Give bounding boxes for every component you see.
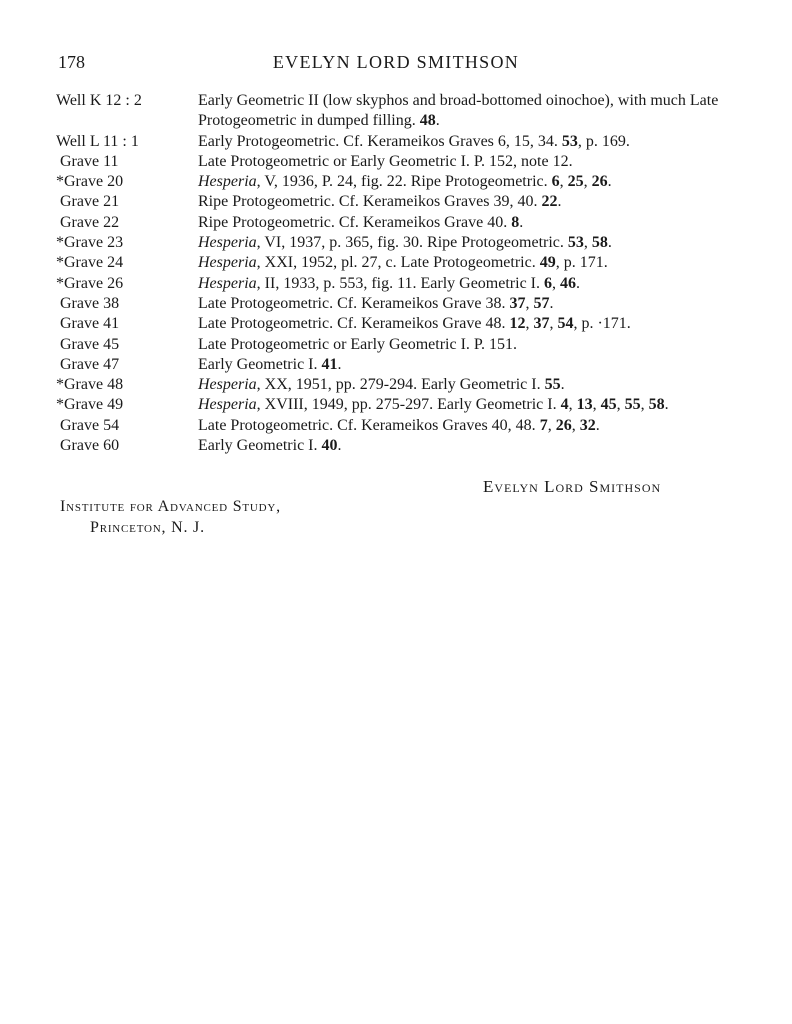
list-item xyxy=(56,436,746,456)
deposit-description xyxy=(198,375,746,395)
description-text: Early Protogeometric. Cf. Kerameikos Graves 6, 15, 34. xyxy=(198,132,562,150)
deposit-description xyxy=(198,132,746,152)
list-item xyxy=(56,274,746,294)
description-text: , XVIII, 1949, pp. 275-297. Early Geometric I. xyxy=(256,396,561,414)
catalogue-number: 8 xyxy=(511,213,520,231)
description-text: , V, 1936, P. 24, fig. 22. Ripe Protogeometric. xyxy=(256,173,552,191)
deposit-description xyxy=(198,314,746,334)
description-text: , VI, 1937, p. 365, fig. 30. Ripe Protogeometric. xyxy=(256,234,568,252)
deposit-description xyxy=(198,395,746,415)
description-text: , xyxy=(525,294,534,312)
description-text: Early Geometric II (low skyphos and broad-bottomed oinochoe), with much Late Protogeometric in dumped filling. xyxy=(198,92,719,130)
description-text: . xyxy=(549,294,554,312)
list-item xyxy=(56,91,746,132)
deposit-list xyxy=(56,91,746,456)
description-text: , xyxy=(549,315,558,333)
deposit-label: Grave 45 xyxy=(56,335,120,353)
deposit-description xyxy=(198,172,746,192)
catalogue-number: 53 xyxy=(561,132,578,150)
catalogue-number: 6 xyxy=(551,173,560,191)
deposit-label: *Grave 48 xyxy=(56,376,124,394)
description-text: . xyxy=(557,193,562,211)
description-text: . xyxy=(664,396,669,414)
journal-title: Hesperia xyxy=(198,173,257,191)
description-text: , xyxy=(616,396,625,414)
list-item xyxy=(56,335,746,355)
description-text: . xyxy=(560,376,565,394)
journal-title: Hesperia xyxy=(198,234,257,252)
deposit-description xyxy=(198,416,746,436)
description-text: , xyxy=(525,315,534,333)
deposit-label: Grave 47 xyxy=(56,355,120,373)
description-text: Late Protogeometric or Early Geometric I. P. 152, note 12. xyxy=(198,152,573,170)
description-text: , xyxy=(583,234,592,252)
catalogue-number: 7 xyxy=(539,416,548,434)
description-text: , p. 171. xyxy=(555,254,608,272)
catalogue-number: 37 xyxy=(509,294,526,312)
catalogue-number: 32 xyxy=(579,416,596,434)
catalogue-number: 55 xyxy=(624,396,641,414)
catalogue-number: 48 xyxy=(419,112,436,130)
description-text: Late Protogeometric. Cf. Kerameikos Grave 48. xyxy=(198,315,510,333)
description-text: , xyxy=(640,396,649,414)
journal-title: Hesperia xyxy=(198,376,257,394)
description-text: , xyxy=(571,416,580,434)
catalogue-number: 26 xyxy=(555,416,572,434)
deposit-description xyxy=(198,335,746,355)
page-number: 178 xyxy=(58,52,85,72)
deposit-label: Grave 54 xyxy=(56,416,120,434)
list-item xyxy=(56,152,746,172)
deposit-description xyxy=(198,294,746,314)
catalogue-number: 37 xyxy=(533,315,550,333)
catalogue-number: 46 xyxy=(560,274,576,292)
description-text: , II, 1933, p. 553, fig. 11. Early Geometric I. xyxy=(256,274,544,292)
catalogue-number: 40 xyxy=(321,437,338,455)
description-text: , xyxy=(559,173,568,191)
description-text: Early Geometric I. xyxy=(198,437,322,455)
deposit-description xyxy=(198,213,746,233)
catalogue-number: 49 xyxy=(539,254,556,272)
catalogue-number: 45 xyxy=(600,396,617,414)
journal-title: Hesperia xyxy=(198,396,257,414)
deposit-description xyxy=(198,274,746,294)
catalogue-number: 58 xyxy=(591,234,608,252)
deposit-description xyxy=(198,355,746,375)
catalogue-number: 41 xyxy=(321,355,338,373)
deposit-label: *Grave 49 xyxy=(56,396,124,414)
deposit-description xyxy=(198,152,746,172)
catalogue-number: 6 xyxy=(544,274,552,292)
deposit-description xyxy=(198,436,746,456)
deposit-description xyxy=(198,253,746,273)
description-text: . xyxy=(607,173,612,191)
description-text: , xyxy=(568,396,577,414)
list-item xyxy=(56,253,746,273)
catalogue-number: 25 xyxy=(567,173,584,191)
list-item xyxy=(56,172,746,192)
deposit-description xyxy=(198,192,746,212)
journal-title: Hesperia xyxy=(198,254,257,272)
deposit-label: Grave 60 xyxy=(56,437,120,455)
list-item xyxy=(56,395,746,415)
description-text: Ripe Protogeometric. Cf. Kerameikos Graves 39, 40. xyxy=(198,193,542,211)
description-text: . xyxy=(337,437,342,455)
description-text: . xyxy=(576,274,580,292)
description-text: . xyxy=(519,213,524,231)
running-head: EVELYN LORD SMITHSON xyxy=(272,52,520,72)
catalogue-number: 55 xyxy=(544,376,561,394)
list-item xyxy=(56,132,746,152)
institution-line: Institute for Advanced Study, xyxy=(60,498,281,515)
description-text: . xyxy=(435,112,440,130)
description-text: Late Protogeometric or Early Geometric I. P. 151. xyxy=(198,335,518,353)
list-item xyxy=(56,213,746,233)
description-text: , p. 169. xyxy=(577,132,630,150)
description-text: Late Protogeometric. Cf. Kerameikos Grave 38. xyxy=(198,294,510,312)
list-item xyxy=(56,416,746,436)
description-text: , xyxy=(592,396,601,414)
description-text: Early Geometric I. xyxy=(198,355,322,373)
city-line: Princeton, N. J. xyxy=(90,519,205,536)
deposit-label: Grave 22 xyxy=(56,213,120,231)
description-text: Ripe Protogeometric. Cf. Kerameikos Grave 40. xyxy=(198,213,512,231)
deposit-label: *Grave 24 xyxy=(56,254,124,272)
catalogue-number: 57 xyxy=(533,294,550,312)
description-text: , xyxy=(547,416,556,434)
deposit-label: *Grave 23 xyxy=(56,234,124,252)
description-text: , XXI, 1952, pl. 27, c. Late Protogeometric. xyxy=(256,254,540,272)
catalogue-number: 26 xyxy=(591,173,608,191)
deposit-label: Grave 21 xyxy=(56,193,120,211)
deposit-label: *Grave 26 xyxy=(56,274,124,292)
deposit-label: Grave 41 xyxy=(56,315,120,333)
list-item xyxy=(56,375,746,395)
list-item xyxy=(56,314,746,334)
journal-title: Hesperia xyxy=(198,274,257,292)
catalogue-number: 12 xyxy=(509,315,526,333)
deposit-label: Well K 12 : 2 xyxy=(56,92,142,109)
catalogue-number: 54 xyxy=(557,315,574,333)
author-signature: Evelyn Lord Smithson xyxy=(483,477,662,496)
description-text: , XX, 1951, pp. 279-294. Early Geometric I. xyxy=(256,376,545,394)
list-item xyxy=(56,192,746,212)
deposit-label: *Grave 20 xyxy=(56,173,124,191)
catalogue-number: 4 xyxy=(560,396,569,414)
list-item xyxy=(56,294,746,314)
description-text: Late Protogeometric. Cf. Kerameikos Graves 40, 48. xyxy=(198,416,540,434)
catalogue-number: 53 xyxy=(567,234,584,252)
description-text: . xyxy=(595,416,600,434)
description-text: , xyxy=(552,274,560,292)
deposit-label: Well L 11 : 1 xyxy=(56,132,139,150)
description-text: , xyxy=(583,173,592,191)
description-text: . xyxy=(337,355,342,373)
deposit-description xyxy=(198,233,746,253)
catalogue-number: 13 xyxy=(576,396,593,414)
list-item xyxy=(56,355,746,375)
deposit-label: Grave 11 xyxy=(56,152,119,170)
description-text: . xyxy=(607,234,612,252)
list-item xyxy=(56,233,746,253)
deposit-description xyxy=(198,91,746,132)
catalogue-number: 22 xyxy=(541,193,558,211)
catalogue-number: 58 xyxy=(648,396,665,414)
deposit-label: Grave 38 xyxy=(56,294,120,312)
description-text: , p. ·171. xyxy=(573,315,631,333)
